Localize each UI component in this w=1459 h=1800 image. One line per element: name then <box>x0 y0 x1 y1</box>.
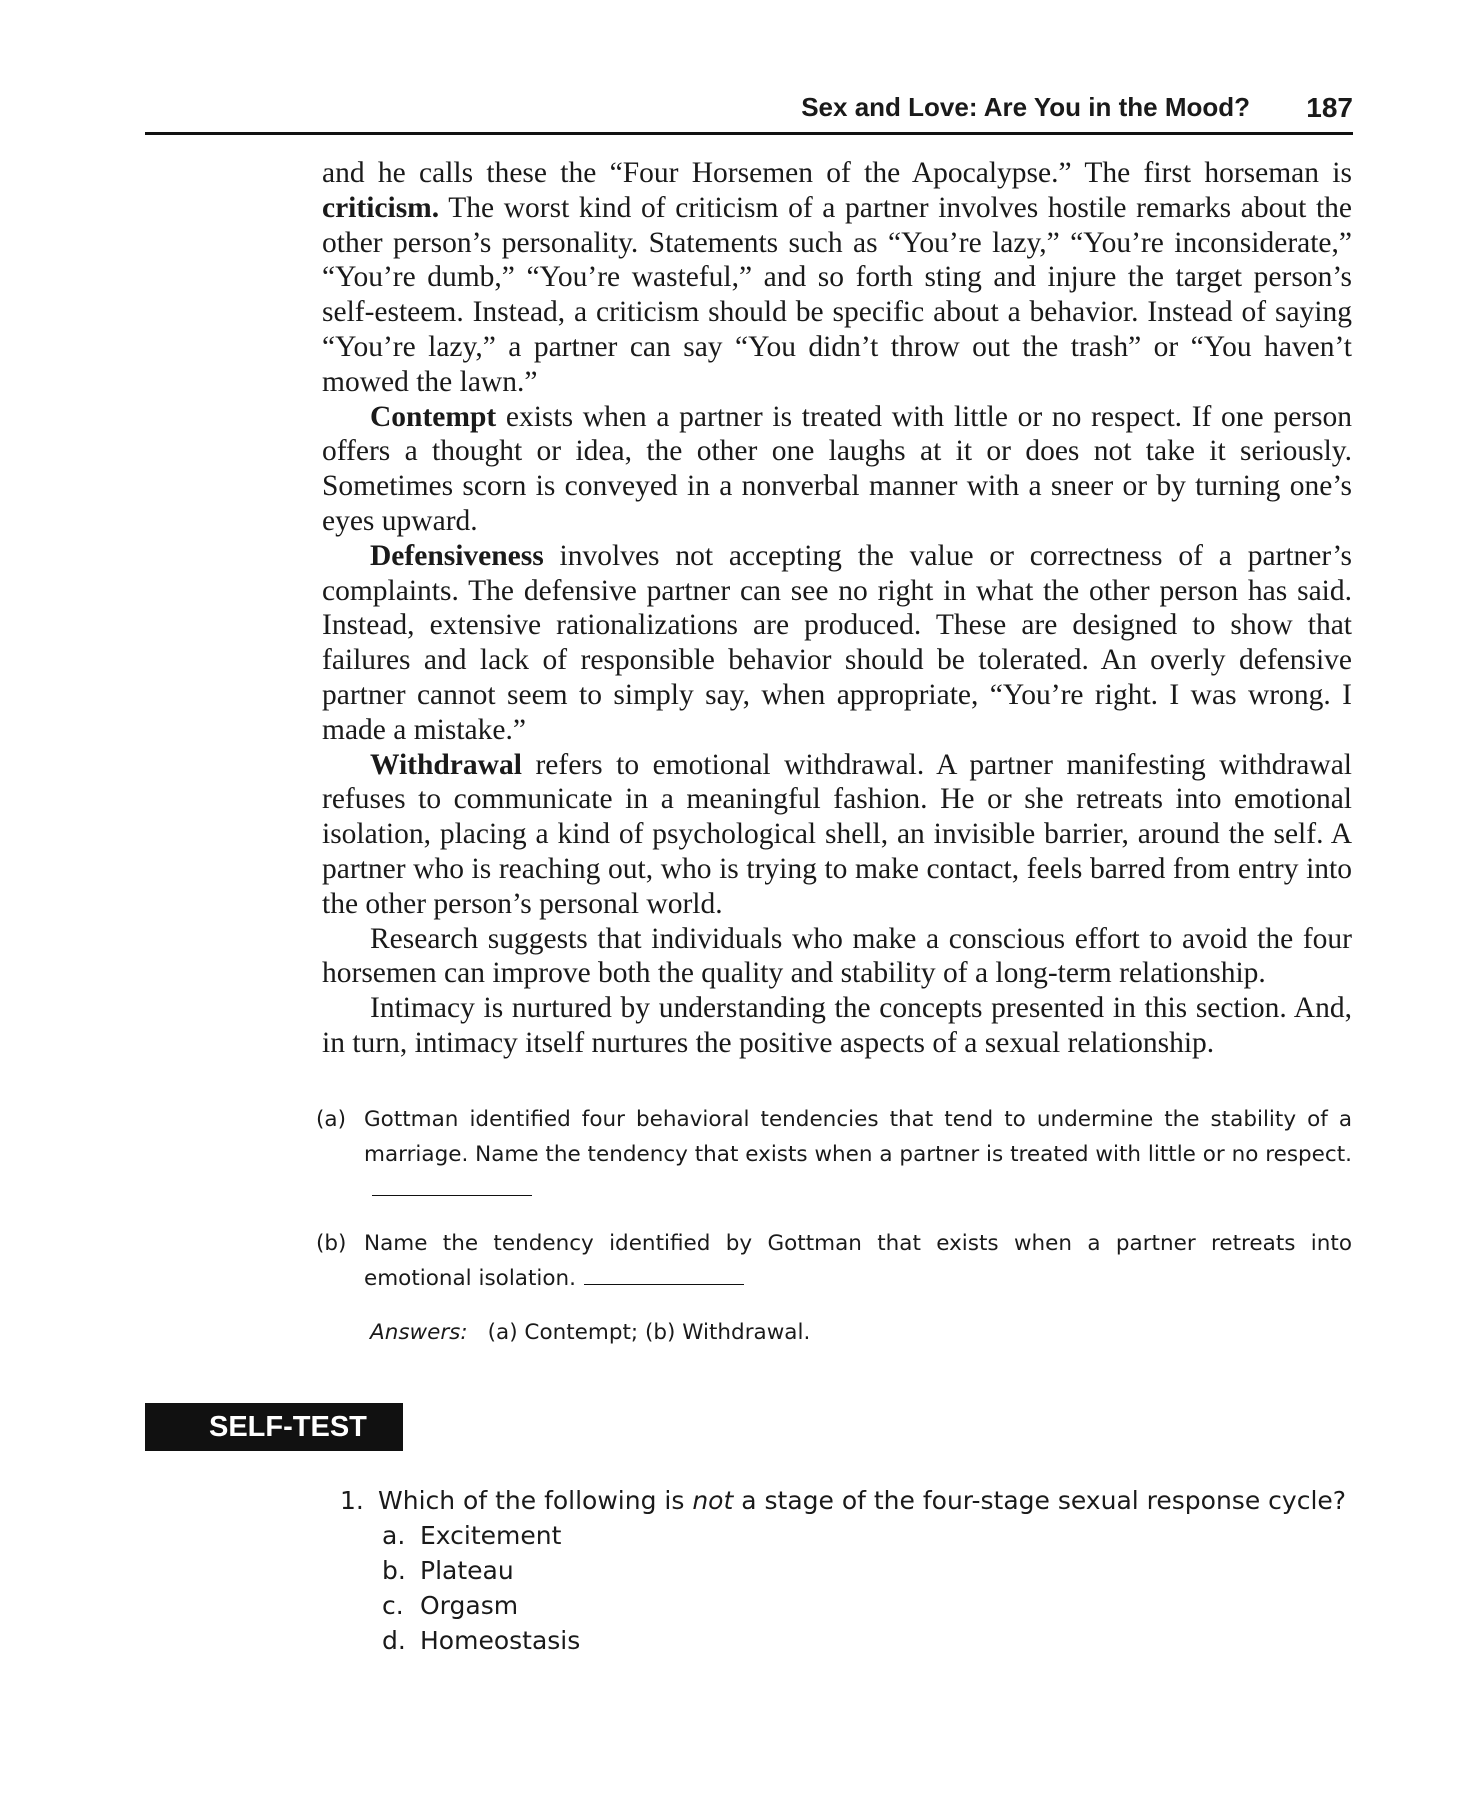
option-text: Orgasm <box>420 1591 519 1620</box>
text-span: Which of the following is <box>378 1486 693 1515</box>
question-marker: (b) <box>316 1231 347 1256</box>
option-letter: c. <box>382 1591 404 1620</box>
paragraph-intimacy: Intimacy is nurtured by understanding the concepts presented in this section. And, in turn, intimacy itself nurtures the positive aspects of a sexual relationship. <box>322 992 1352 1059</box>
answers-label: Answers: <box>370 1320 468 1345</box>
answers-text: (a) Contempt; (b) Withdrawal. <box>487 1320 811 1345</box>
term-withdrawal: Withdrawal <box>370 748 522 781</box>
option-b[interactable] <box>382 1553 1360 1588</box>
term-contempt: Contempt <box>370 400 497 433</box>
option-d[interactable] <box>382 1623 1360 1658</box>
option-text: Excitement <box>420 1521 562 1550</box>
paragraph-contempt <box>322 400 1352 539</box>
self-test-heading <box>145 1403 403 1451</box>
question-text <box>364 1226 1352 1296</box>
option-text: Homeostasis <box>420 1626 581 1655</box>
text-span: The worst kind of criticism of a partner involves hostile remarks about the other person’s personality. Statements such as “You’re lazy,” “You’re inconsiderate,” “You’re dumb,” “You’re wasteful,” and so forth sting and injure the target person’s self-esteem. Instead, a criticism should be specific about a behavior. Instead of saying “You’re lazy,” a partner can say “You didn’t throw out the trash” or “You haven’t mowed the lawn.” <box>322 191 1352 398</box>
option-letter: d. <box>382 1626 406 1655</box>
answers-line <box>370 1315 1352 1350</box>
body-text <box>322 156 1352 1061</box>
answer-blank[interactable] <box>584 1264 744 1285</box>
page-number: 187 <box>1306 92 1353 123</box>
paragraph-withdrawal <box>322 748 1352 922</box>
option-c[interactable] <box>382 1588 1360 1623</box>
term-criticism: criticism. <box>322 191 440 224</box>
text-span: a stage of the four-stage sexual response cycle? <box>733 1486 1347 1515</box>
question-text <box>364 1102 1352 1207</box>
text-span: and he calls these the “Four Horsemen of the Apocalypse.” The first horseman is <box>322 157 1352 189</box>
emphasis-text: not <box>692 1486 734 1515</box>
question-number: 1. <box>340 1486 364 1515</box>
review-questions <box>316 1102 1352 1350</box>
paragraph-criticism <box>322 156 1352 400</box>
option-list <box>382 1518 1360 1658</box>
running-head <box>145 92 1353 135</box>
question-marker: (a) <box>316 1107 346 1132</box>
term-defensiveness: Defensiveness <box>370 539 544 572</box>
question-text <box>378 1483 1346 1518</box>
option-letter: a. <box>382 1521 406 1550</box>
question-a <box>316 1102 1352 1207</box>
text-span: refers to emotional withdrawal. A partner manifesting withdrawal refuses to communicate in a meaningful fashion. He or she retreats into emotional isolation, placing a kind of psychological shell, an invisible barrier, around the self. A partner who is reaching out, who is trying to make contact, feels barred from entry into the other person’s personal world. <box>322 748 1352 920</box>
text-span: exists when a partner is treated with little or no respect. If one person offers a thought or idea, the other one laughs at it or does not take it seriously. Sometimes scorn is conveyed in a nonverbal manner with a sneer or by turning one’s eyes upward. <box>322 400 1352 537</box>
text-span: Name the tendency identified by Gottman that exists when a partner retreats into emotional isolation. <box>364 1231 1352 1291</box>
running-head-title: Sex and Love: Are You in the Mood? <box>801 92 1250 122</box>
text-span: involves not accepting the value or correctness of a partner’s complaints. The defensive partner can see no right in what the other person has said. Instead, extensive rationalizations are produced. These are designed to show that failures and lack of responsible behavior should be tolerated. An overly defensive partner cannot seem to simply say, when appropriate, “You’re right. I was wrong. I made a mistake.” <box>322 539 1352 746</box>
option-letter: b. <box>382 1556 406 1585</box>
text-span: Gottman identified four behavioral tendencies that tend to undermine the stability of a marriage. Name the tendency that exists when a partner is treated with little or no respect. <box>364 1107 1352 1167</box>
option-text: Plateau <box>420 1556 514 1585</box>
question-b <box>316 1226 1352 1296</box>
option-a[interactable] <box>382 1518 1360 1553</box>
paragraph-research: Research suggests that individuals who make a conscious effort to avoid the four horsemen can improve both the quality and stability of a long-term relationship. <box>322 922 1352 990</box>
quiz-question-1 <box>340 1483 1360 1518</box>
self-test-quiz <box>340 1483 1360 1658</box>
paragraph-defensiveness <box>322 539 1352 748</box>
self-test-label: SELF-TEST <box>209 1410 367 1443</box>
answer-blank[interactable] <box>372 1175 532 1196</box>
